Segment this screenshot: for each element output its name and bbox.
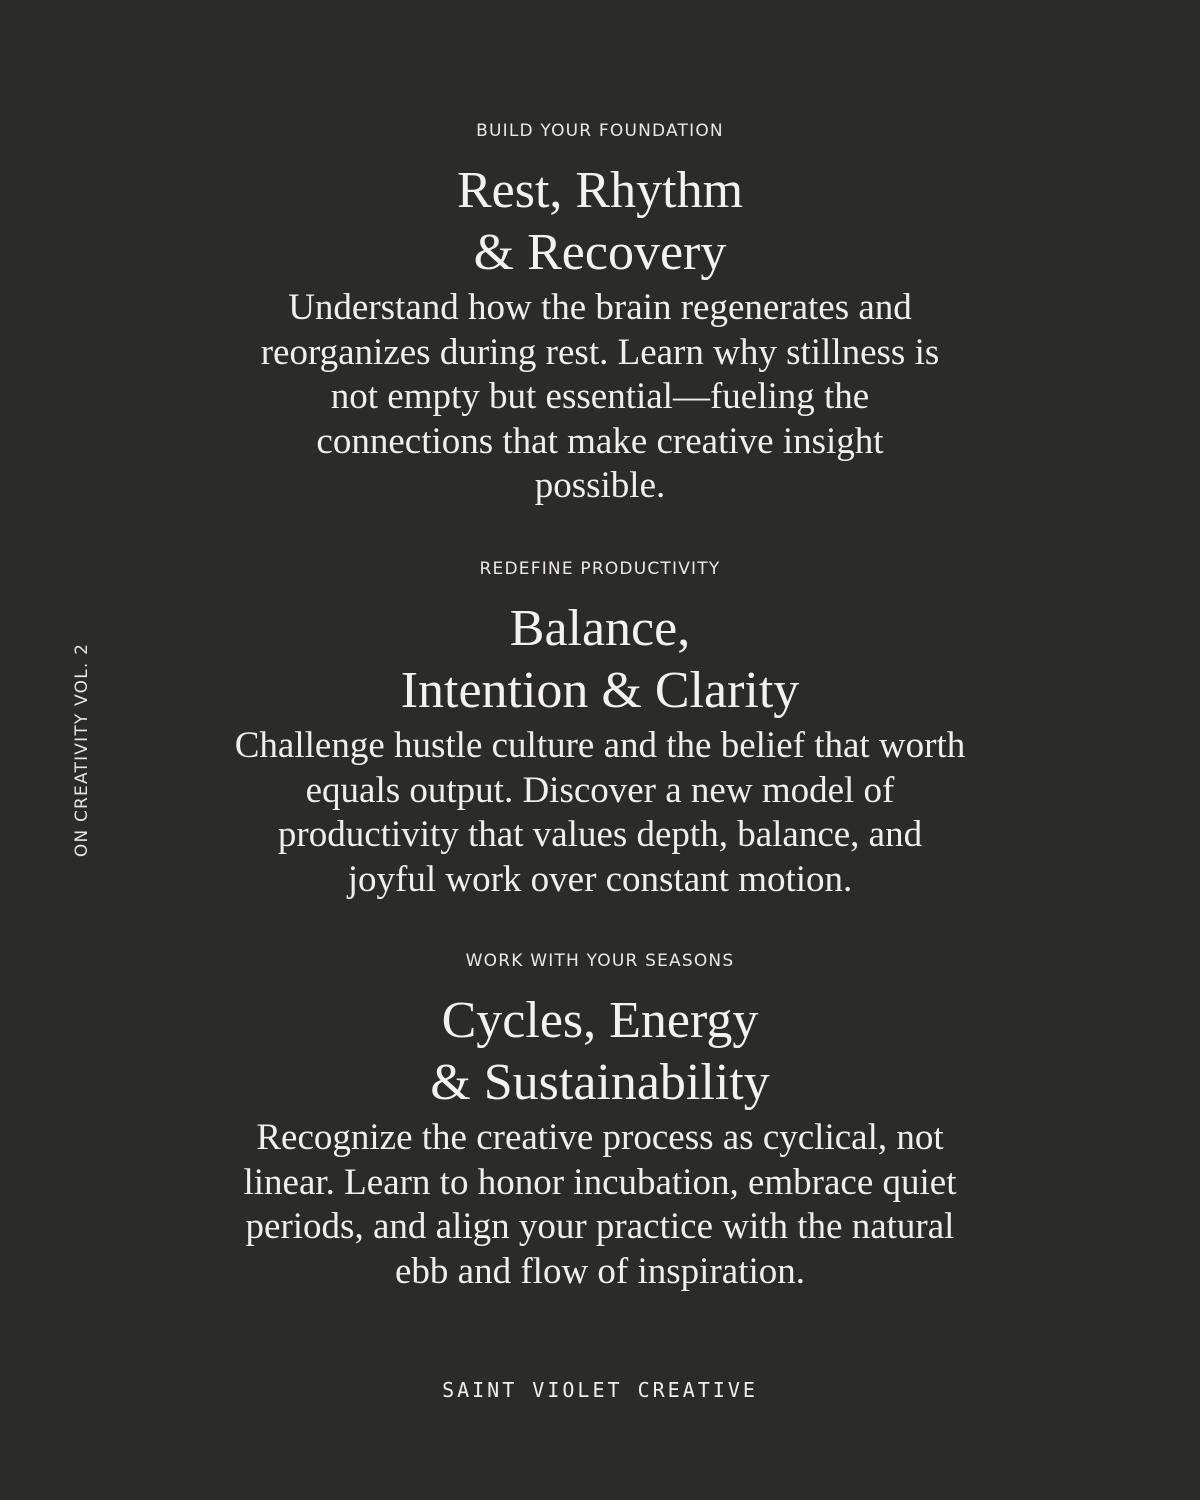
brand-footer: SAINT VIOLET CREATIVE bbox=[442, 1378, 758, 1402]
section-eyebrow: REDEFINE PRODUCTIVITY bbox=[479, 559, 721, 579]
section-title-line: & Recovery bbox=[473, 224, 727, 281]
side-label: ON CREATIVITY VOL. 2 bbox=[72, 642, 92, 858]
section-title-line: Cycles, Energy bbox=[441, 992, 759, 1049]
section-body: Understand how the brain regenerates and reorganizes during rest. Learn why stillness is not empty but essential—fueling the connections that make creative insight possible. bbox=[260, 287, 940, 506]
section-title-line: Balance, bbox=[509, 600, 691, 657]
section-title bbox=[220, 990, 980, 1114]
section-cycles-energy-sustainability bbox=[220, 950, 980, 1294]
section-title bbox=[220, 598, 980, 722]
section-balance-intention-clarity bbox=[220, 558, 980, 902]
section-rest-rhythm-recovery bbox=[220, 120, 980, 509]
section-body: Recognize the creative process as cyclical, not linear. Learn to honor incubation, embrace quiet periods, and align your practice with the natural ebb and flow of inspiration. bbox=[243, 1117, 957, 1292]
section-eyebrow: BUILD YOUR FOUNDATION bbox=[476, 121, 724, 141]
section-title-line: Rest, Rhythm bbox=[456, 162, 744, 219]
section-title bbox=[220, 160, 980, 284]
section-title-line: Intention & Clarity bbox=[400, 662, 800, 719]
section-body: Challenge hustle culture and the belief that worth equals output. Discover a new model of productivity that values depth, balance, and joyful work over constant motion. bbox=[234, 725, 966, 900]
section-eyebrow: WORK WITH YOUR SEASONS bbox=[465, 951, 735, 971]
section-title-line: & Sustainability bbox=[430, 1054, 770, 1111]
